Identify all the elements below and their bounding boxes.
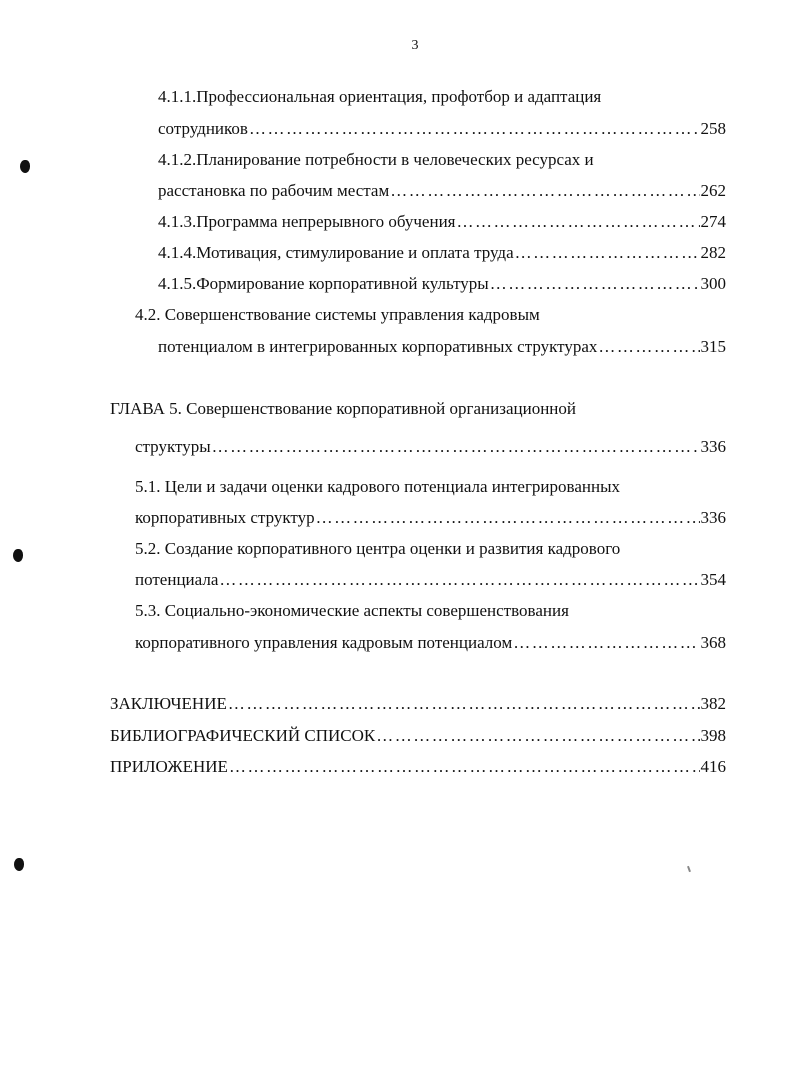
toc-entry-5-2-title: 5.2. Создание корпоративного центра оценки и развития кадрового: [135, 539, 621, 558]
toc-entry-5-1-line1: [135, 477, 620, 497]
toc-bibliography-title: БИБЛИОГРАФИЧЕСКИЙ СПИСОК: [110, 726, 376, 745]
dot-leader: [316, 508, 700, 528]
toc-entry-4-1-3[interactable]: [158, 212, 726, 232]
toc-entry-4-1-1-title: 4.1.1.Профессиональная ориентация, профотбор и адаптация: [158, 87, 602, 106]
toc-chapter-5-line2[interactable]: [135, 437, 726, 457]
dot-leader: [219, 570, 699, 590]
dot-leader: [598, 337, 699, 357]
dot-leader: [229, 757, 700, 777]
toc-entry-4-1-2-page: 262: [700, 181, 726, 200]
toc-entry-4-1-4-page: 282: [700, 243, 726, 262]
toc-entry-4-1-2-line1: [158, 150, 594, 170]
toc-chapter-5-title-cont: структуры: [135, 437, 211, 456]
dot-leader: [376, 726, 699, 746]
toc-entry-4-1-2-line2[interactable]: [158, 181, 726, 201]
toc-bibliography[interactable]: [110, 726, 726, 746]
toc-entry-4-1-3-title: 4.1.3.Программа непрерывного обучения: [158, 212, 456, 231]
toc-chapter-5-title: ГЛАВА 5. Совершенствование корпоративной организационной: [110, 399, 576, 418]
punch-hole-middle: [13, 549, 23, 562]
toc-conclusion[interactable]: [110, 694, 726, 714]
punch-hole-top: [20, 160, 30, 173]
toc-entry-4-1-4[interactable]: [158, 243, 726, 263]
toc-entry-4-1-5[interactable]: [158, 274, 726, 294]
toc-chapter-5-line1: [110, 399, 576, 419]
toc-entry-4-1-1-page: 258: [700, 119, 726, 138]
page-number: 3: [411, 38, 419, 53]
toc-entry-5-2-title-cont: потенциала: [135, 570, 219, 589]
toc-entry-4-1-5-page: 300: [700, 274, 726, 293]
toc-entry-5-2-line1: [135, 539, 620, 559]
toc-entry-4-1-2-title-cont: расстановка по рабочим местам: [158, 181, 390, 200]
toc-entry-5-3-page: 368: [700, 633, 726, 652]
scan-speck: [687, 866, 691, 872]
dot-leader: [490, 274, 700, 294]
toc-entry-4-1-4-title: 4.1.4.Мотивация, стимулирование и оплата труда: [158, 243, 514, 262]
toc-entry-5-3-title: 5.3. Социально-экономические аспекты совершенствования: [135, 601, 569, 620]
toc-entry-5-3-title-cont: корпоративного управления кадровым потенциалом: [135, 633, 513, 652]
toc-appendix[interactable]: [110, 757, 726, 777]
toc-entry-4-2-page: 315: [700, 337, 726, 356]
dot-leader: [228, 694, 700, 714]
toc-entry-4-2-title-cont: потенциалом в интегрированных корпоративных структурах: [158, 337, 598, 356]
toc-entry-4-1-3-page: 274: [700, 212, 726, 231]
toc-conclusion-title: ЗАКЛЮЧЕНИЕ: [110, 694, 227, 713]
punch-hole-bottom: [14, 858, 24, 871]
toc-entry-5-1-page: 336: [700, 508, 726, 527]
dot-leader: [513, 633, 699, 653]
toc-entry-5-1-title-cont: корпоративных структур: [135, 508, 315, 527]
toc-entry-4-2-line1: [135, 305, 540, 325]
toc-entry-4-1-1-title-cont: сотрудников: [158, 119, 248, 138]
toc-bibliography-page: 398: [700, 726, 726, 745]
toc-entry-4-2-title: 4.2. Совершенствование системы управления кадровым: [135, 305, 540, 324]
toc-entry-4-1-1-line2[interactable]: [158, 119, 726, 139]
toc-entry-4-1-5-title: 4.1.5.Формирование корпоративной культуры: [158, 274, 489, 293]
toc-entry-5-3-line2[interactable]: [135, 633, 726, 653]
dot-leader: [456, 212, 699, 232]
toc-entry-4-1-2-title: 4.1.2.Планирование потребности в человеческих ресурсах и: [158, 150, 594, 169]
dot-leader: [249, 119, 700, 139]
toc-entry-5-1-line2[interactable]: [135, 508, 726, 528]
toc-entry-5-3-line1: [135, 601, 569, 621]
toc-entry-5-1-title: 5.1. Цели и задачи оценки кадрового потенциала интегрированных: [135, 477, 620, 496]
toc-chapter-5-page: 336: [700, 437, 726, 456]
toc-entry-4-2-line2[interactable]: [158, 337, 726, 357]
dot-leader: [212, 437, 700, 457]
toc-appendix-title: ПРИЛОЖЕНИЕ: [110, 757, 228, 776]
dot-leader: [515, 243, 700, 263]
toc-conclusion-page: 382: [700, 694, 726, 713]
toc-entry-5-2-line2[interactable]: [135, 570, 726, 590]
dot-leader: [390, 181, 699, 201]
toc-entry-4-1-1-line1: [158, 87, 601, 107]
toc-appendix-page: 416: [700, 757, 726, 776]
toc-entry-5-2-page: 354: [700, 570, 726, 589]
